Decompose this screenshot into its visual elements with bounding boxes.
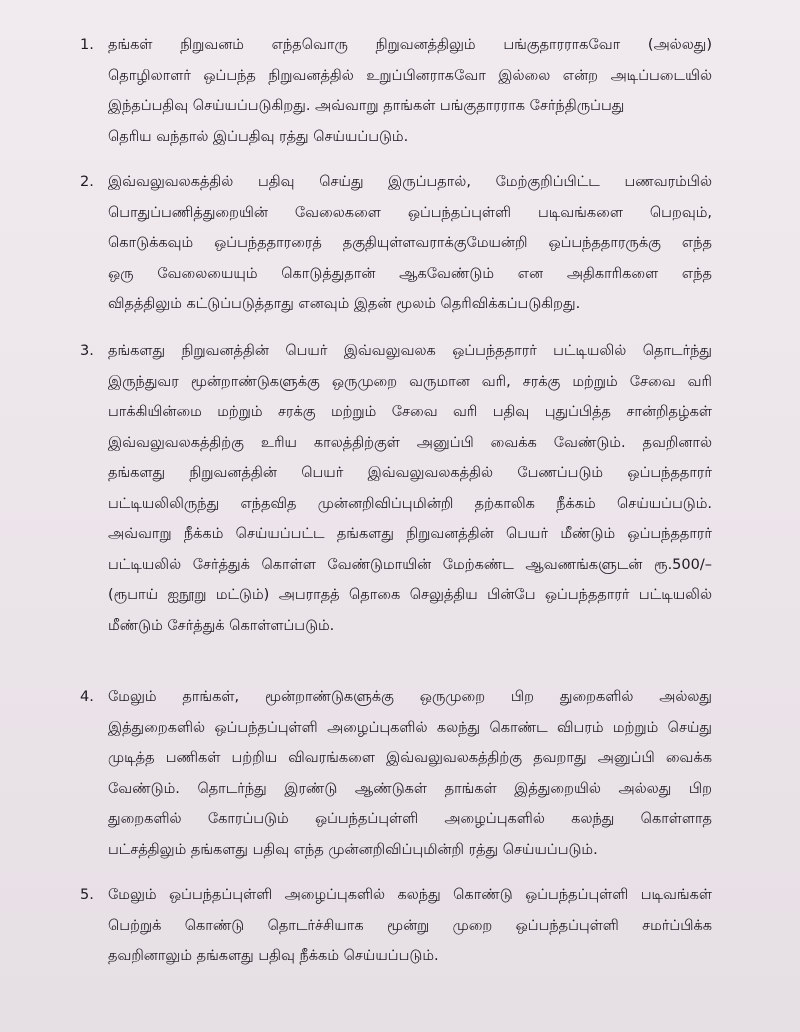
item-line: பட்டியலிலிருந்து எந்தவித முன்னறிவிப்புமின்றி தற்காலிக நீக்கம் செய்யப்படும். (108, 495, 712, 512)
item-line: தொழிலாளர் ஒப்பந்த நிறுவனத்தில் உறுப்பினராகவோ இல்லை என்ற அடிப்படையில் (108, 67, 712, 84)
item-line: விதத்திலும் கட்டுப்படுத்தாது எனவும் இதன் மூலம் தெரிவிக்கப்படுகிறது. (108, 296, 581, 312)
item-line: தங்களது நிறுவனத்தின் பெயர் இவ்வலுவலகத்தில் பேணப்படும் ஒப்பந்ததாரர் (108, 465, 712, 481)
item-line: துறைகளில் கோரப்படும் ஒப்பந்தப்புள்ளி அழைப்புகளில் கலந்து கொள்ளாத (108, 811, 712, 827)
item-line: தவறினாலும் தங்களது பதிவு நீக்கம் செய்யப்படும். (108, 948, 439, 964)
item-line: பட்சத்திலும் தங்களது பதிவு எந்த முன்னறிவிப்புமின்றி ரத்து செய்யப்படும். (108, 841, 598, 858)
item-line: தங்களது நிறுவனத்தின் பெயர் இவ்வலுவலக ஒப்பந்ததாரர் பட்டியலில் தொடர்ந்து (108, 343, 712, 359)
item-line: பொதுப்பணித்துறையின் வேலைகளை ஒப்பந்தப்புள்ளி படிவங்களை பெறவும், (108, 204, 712, 221)
item-line: தங்கள் நிறுவனம் எந்தவொரு நிறுவனத்திலும் பங்குதாரராகவோ (அல்லது) (108, 37, 712, 53)
item-number: 2. (80, 174, 94, 190)
item-line: கொடுக்கவும் ஒப்பந்ததாரரைத் தகுதியுள்ளவராக்குமேயன்றி ஒப்பந்ததாரருக்கு எந்த (108, 235, 712, 251)
item-line: பட்டியலில் சேர்த்துக் கொள்ள வேண்டுமாயின் மேற்கண்ட ஆவணங்களுடன் ரூ.500/– (108, 556, 712, 573)
item-number: 5. (80, 887, 94, 903)
item-line: பெற்றுக் கொண்டு தொடர்ச்சியாக மூன்று முறை ஒப்பந்தப்புள்ளி சமர்ப்பிக்க (108, 917, 712, 934)
item-line: இத்துறைகளில் ஒப்பந்தப்புள்ளி அழைப்புகளில் கலந்து கொண்ட விபரம் மற்றும் செய்து (108, 719, 712, 736)
item-line: ஒரு வேலையையும் கொடுத்துதான் ஆகவேண்டும் என அதிகாரிகளை எந்த (108, 265, 712, 282)
item-number: 3. (80, 343, 94, 359)
item-line: தெரிய வந்தால் இப்பதிவு ரத்து செய்யப்படும். (108, 128, 409, 145)
item-line: இந்தப்பதிவு செய்யப்படுகிறது. அவ்வாறு தாங்கள் பங்குதாரராக சேர்ந்திருப்பது (108, 98, 625, 114)
item-line: அவ்வாறு நீக்கம் செய்யப்பட்ட தங்களது நிறுவனத்தின் பெயர் மீண்டும் ஒப்பந்ததாரர் (108, 526, 712, 542)
item-number: 1. (80, 37, 94, 53)
item-line: இருந்துவர மூன்றாண்டுகளுக்கு ஒருமுறை வருமான வரி, சரக்கு மற்றும் சேவை வரி (108, 373, 712, 390)
item-line: மேலும் தாங்கள், மூன்றாண்டுகளுக்கு ஒருமுறை பிற துறைகளில் அல்லது (108, 689, 712, 705)
item-line: மேலும் ஒப்பந்தப்புள்ளி அழைப்புகளில் கலந்து கொண்டு ஒப்பந்தப்புள்ளி படிவங்கள் (108, 887, 712, 903)
item-line: இவ்வலுவலகத்தில் பதிவு செய்து இருப்பதால், மேற்குறிப்பிட்ட பணவரம்பில் (108, 174, 712, 190)
item-line: முடித்த பணிகள் பற்றிய விவரங்களை இவ்வலுவலகத்திற்கு தவறாது அனுப்பி வைக்க (108, 750, 712, 766)
item-line: இவ்வலுவலகத்திற்கு உரிய காலத்திற்குள் அனுப்பி வைக்க வேண்டும். தவறினால் (108, 434, 712, 451)
item-number: 4. (80, 689, 94, 705)
item-line: மீண்டும் சேர்த்துக் கொள்ளப்படும். (108, 617, 335, 634)
item-line: பாக்கியின்மை மற்றும் சரக்கு மற்றும் சேவை வரி பதிவு புதுப்பித்த சான்றிதழ்கள் (108, 404, 712, 420)
item-line: (ரூபாய் ஐநூறு மட்டும்) அபராதத் தொகை செலுத்திய பின்பே ஒப்பந்ததாரர் பட்டியலில் (108, 587, 712, 603)
item-line: வேண்டும். தொடர்ந்து இரண்டு ஆண்டுகள் தாங்கள் இத்துறையில் அல்லது பிற (108, 780, 712, 797)
